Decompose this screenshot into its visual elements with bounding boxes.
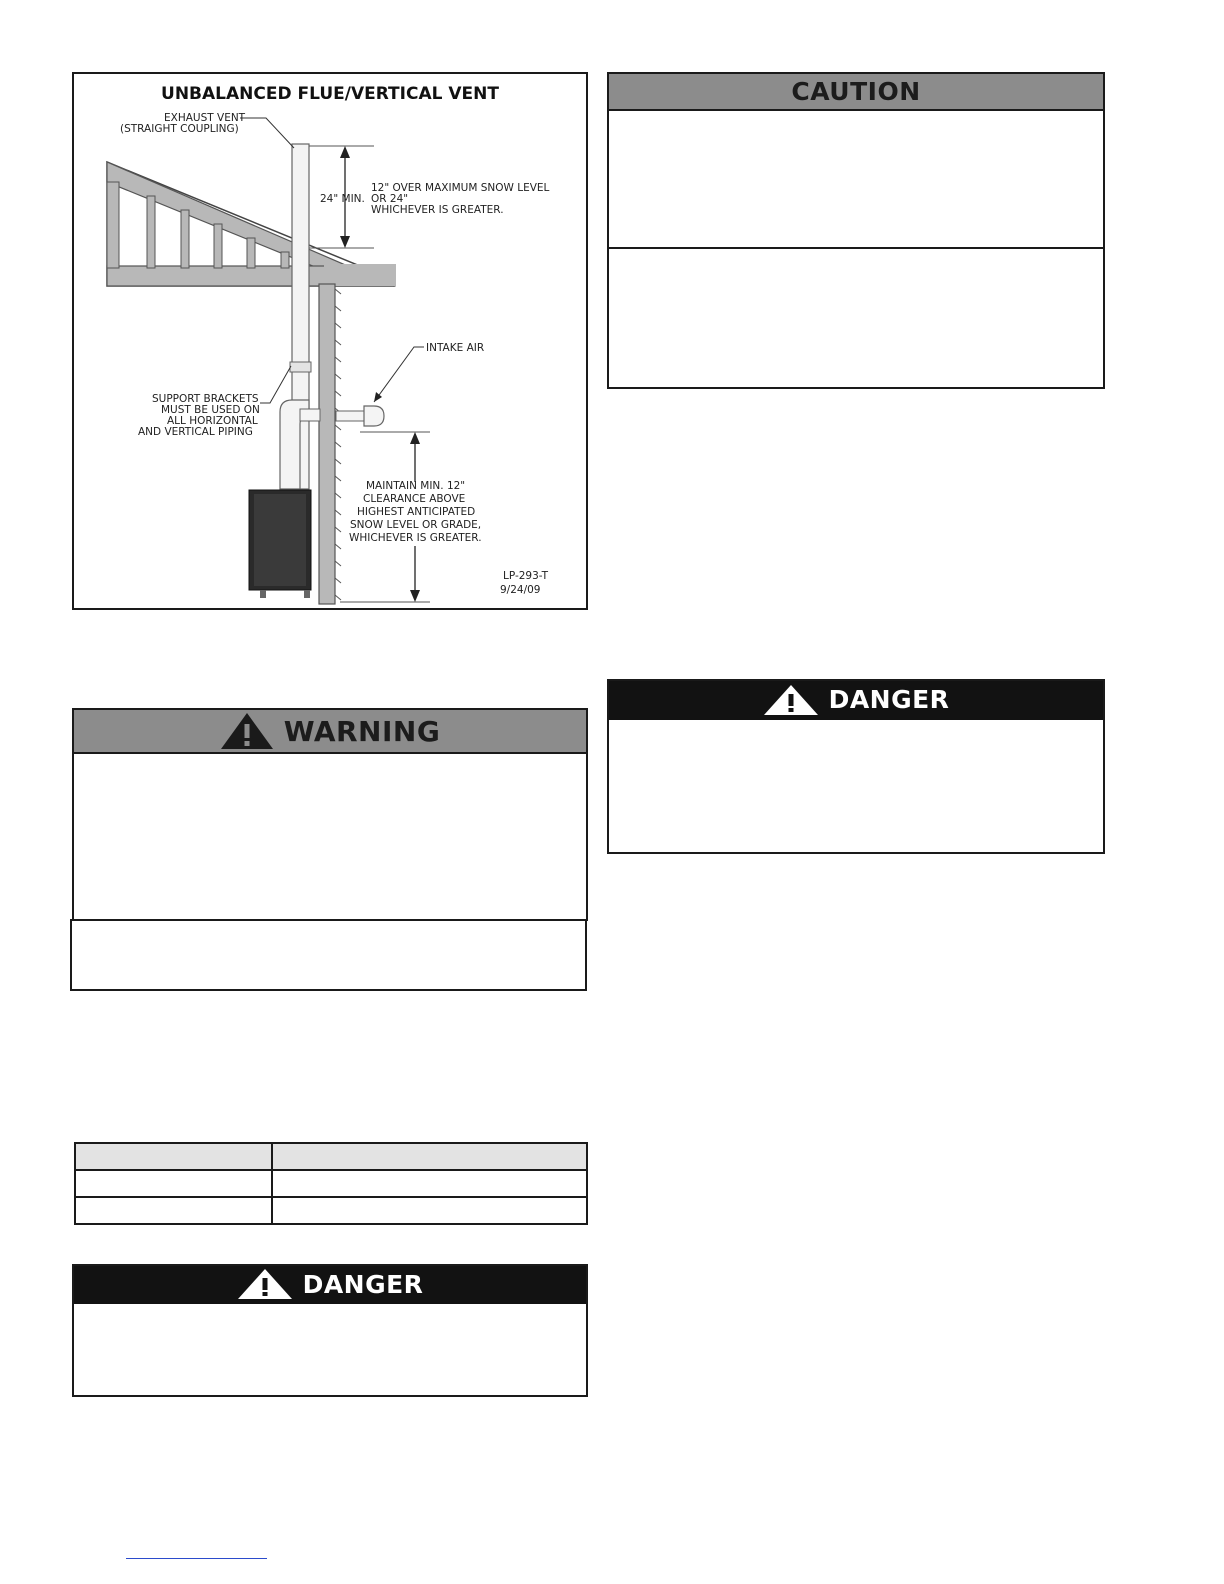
danger-triangle-icon (237, 1268, 293, 1300)
label-support-1: SUPPORT BRACKETS (152, 393, 259, 405)
notice-box (70, 919, 587, 991)
warning-header (74, 710, 586, 754)
warning-triangle-icon (220, 712, 274, 750)
danger-title-right: DANGER (828, 685, 950, 714)
danger-title-left: DANGER (302, 1269, 424, 1299)
label-clearance-1: MAINTAIN MIN. 12" (366, 480, 466, 492)
label-snow-level-2: OR 24" (371, 193, 409, 205)
footer-link-underline[interactable] (126, 1558, 267, 1559)
caution-title: CAUTION (791, 77, 921, 106)
figure-title: UNBALANCED FLUE/VERTICAL VENT (161, 84, 499, 104)
caution-header (609, 74, 1103, 111)
label-clearance-5: WHICHEVER IS GREATER. (349, 532, 482, 544)
spec-table (74, 1142, 588, 1225)
danger-box-right (607, 679, 1105, 854)
label-support-4: AND VERTICAL PIPING (138, 426, 253, 438)
table-cell (75, 1170, 272, 1197)
vent-diagram (74, 74, 586, 608)
figure-date: 9/24/09 (500, 584, 541, 596)
label-clearance-4: SNOW LEVEL OR GRADE, (350, 519, 482, 531)
table-header-cell (75, 1143, 272, 1170)
table-cell (272, 1170, 587, 1197)
caution-box (607, 72, 1105, 389)
danger-header-left (74, 1266, 586, 1304)
danger-triangle-icon (763, 684, 819, 716)
table-header-cell (272, 1143, 587, 1170)
label-exhaust-vent: EXHAUST VENT (164, 112, 246, 124)
label-support-3: ALL HORIZONTAL (167, 415, 258, 427)
danger-box-left (72, 1264, 588, 1397)
table-header-row (75, 1143, 587, 1170)
label-snow-level-3: WHICHEVER IS GREATER. (371, 204, 504, 216)
table-row (75, 1197, 587, 1224)
caution-divider (609, 247, 1103, 249)
table-row (75, 1170, 587, 1197)
table-cell (272, 1197, 587, 1224)
vent-figure (72, 72, 588, 610)
label-24-min: 24" MIN. (320, 193, 365, 205)
label-straight-coupling: (STRAIGHT COUPLING) (120, 123, 239, 135)
figure-code: LP-293-T (503, 570, 549, 582)
label-clearance-3: HIGHEST ANTICIPATED (357, 506, 476, 518)
warning-title: WARNING (283, 714, 441, 748)
table-cell (75, 1197, 272, 1224)
label-intake-air: INTAKE AIR (426, 342, 485, 354)
label-clearance-2: CLEARANCE ABOVE (363, 493, 466, 505)
label-snow-level-1: 12" OVER MAXIMUM SNOW LEVEL (371, 182, 550, 194)
label-support-2: MUST BE USED ON (161, 404, 260, 416)
wall (319, 284, 335, 604)
danger-header-right (609, 681, 1103, 720)
warning-box (72, 708, 588, 921)
